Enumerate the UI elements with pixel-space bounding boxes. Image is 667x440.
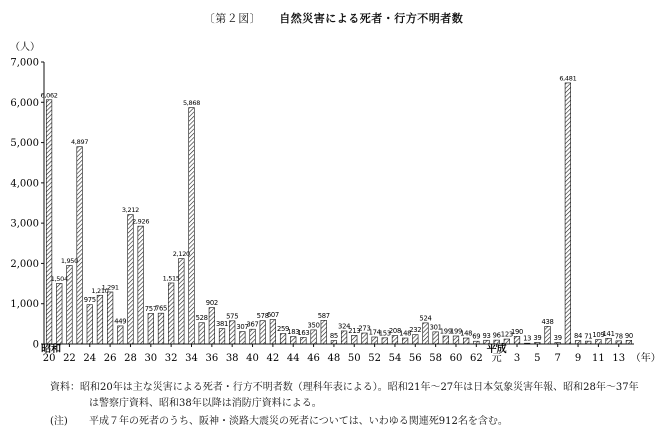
bar <box>514 336 520 344</box>
bar <box>433 332 439 344</box>
x-tick-label: 44 <box>286 353 300 364</box>
y-tick-label: 1,000 <box>10 299 39 311</box>
x-tick-label: 42 <box>266 353 280 364</box>
footnote-text: 平成７年の死者のうち、阪神・淡路大震災の死者については、いわゆる関連死912名を含む。 <box>89 416 508 427</box>
bar-value-label: 71 <box>584 332 593 341</box>
bar <box>117 326 123 344</box>
bar <box>77 147 83 344</box>
bar-value-label: 2,926 <box>132 217 150 226</box>
bar-value-label: 96 <box>492 331 501 340</box>
bar-value-label: 449 <box>114 317 127 326</box>
bar-value-label: 575 <box>226 312 239 321</box>
bar <box>351 335 357 344</box>
x-tick-label: 11 <box>592 353 605 364</box>
bar-value-label: 757 <box>144 305 157 314</box>
bar <box>606 338 612 344</box>
bar-value-label: 367 <box>246 320 259 329</box>
x-tick-label: 20 <box>42 353 56 364</box>
bar-value-label: 141 <box>602 329 615 338</box>
bar-value-label: 273 <box>358 324 371 333</box>
bar <box>179 259 185 344</box>
y-tick-label: 5,000 <box>10 138 39 150</box>
bar <box>290 337 296 344</box>
bar-value-label: 1,210 <box>91 286 109 295</box>
bar-value-label: 232 <box>409 326 422 335</box>
x-tick-label: 34 <box>185 353 198 364</box>
bar-value-label: 528 <box>195 314 208 323</box>
x-tick-label: 50 <box>347 353 361 364</box>
x-tick-label: 9 <box>574 353 582 364</box>
bar-value-label: 6,062 <box>40 91 58 100</box>
bar <box>97 295 103 344</box>
bar-value-label: 153 <box>378 329 391 338</box>
bar <box>189 108 195 344</box>
era-label-showa: 昭和 <box>41 344 62 355</box>
bar <box>199 323 205 344</box>
y-tick-label: 2,000 <box>10 258 39 270</box>
bar <box>596 340 602 344</box>
bar <box>219 329 225 344</box>
bar-value-label: 578 <box>256 312 269 321</box>
bar <box>575 341 581 344</box>
bar-value-label: 199 <box>439 327 452 336</box>
footnote-label: (注) <box>50 416 68 427</box>
bar <box>270 320 276 344</box>
bar-value-label: 109 <box>592 331 605 340</box>
x-tick-label: 60 <box>449 353 463 364</box>
bar-value-label: 90 <box>624 331 633 340</box>
bar <box>240 332 246 344</box>
bar-value-label: 4,897 <box>71 138 89 147</box>
bar-value-label: 39 <box>553 333 562 342</box>
bar <box>545 326 551 344</box>
x-tick-label: 58 <box>429 353 443 364</box>
bar <box>301 337 307 344</box>
bar <box>168 283 174 344</box>
x-tick-label: 56 <box>408 353 422 364</box>
bar-value-label: 381 <box>215 320 229 329</box>
bar <box>260 321 266 344</box>
bar-value-label: 975 <box>83 296 96 305</box>
y-tick-label: 0 <box>32 339 39 351</box>
bar-value-label: 13 <box>523 334 532 343</box>
bar <box>87 305 93 344</box>
bar-value-label: 208 <box>388 327 401 336</box>
bar-value-label: 1,515 <box>162 274 180 283</box>
bar-value-label: 148 <box>399 329 412 338</box>
bar <box>402 338 408 344</box>
bar-value-label: 1,950 <box>60 256 78 265</box>
x-tick-label: 62 <box>469 353 483 364</box>
bar <box>229 321 235 344</box>
x-tick-label: 26 <box>103 353 117 364</box>
bar-value-label: 3,212 <box>121 206 140 215</box>
x-tick-label: 元 <box>491 353 502 364</box>
bar-value-label: 183 <box>287 328 300 337</box>
bar <box>453 336 459 344</box>
era-label-heisei: 平成 <box>486 344 507 355</box>
source-line-2: は警察庁資料、昭和38年以降は消防庁資料による。 <box>89 398 322 409</box>
y-tick-label: 3,000 <box>10 218 39 230</box>
bar <box>372 337 378 344</box>
source-line-1: 資料：昭和20年は主な災害による死者・行方不明者数（理科年表による）。昭和21年～27年は日本気象災害年報、昭和28年～37年 <box>50 382 639 393</box>
bar-value-label: 587 <box>317 311 330 320</box>
bar <box>331 341 337 344</box>
bar <box>423 323 429 344</box>
x-tick-label: 46 <box>307 353 320 364</box>
x-tick-label: 24 <box>83 353 97 364</box>
bar-value-label: 765 <box>154 304 168 313</box>
x-tick-label: 30 <box>144 353 158 364</box>
bar-value-label: 301 <box>429 323 442 332</box>
y-tick-label: 4,000 <box>10 178 39 190</box>
bar <box>341 331 347 344</box>
x-tick-label: 36 <box>205 353 219 364</box>
bar <box>280 334 286 344</box>
bar-value-label: 324 <box>338 322 351 331</box>
bar-value-label: 148 <box>460 329 473 338</box>
chart-notes <box>50 380 639 430</box>
x-tick-label: 13 <box>612 353 626 364</box>
x-tick-label: 32 <box>164 353 178 364</box>
bar <box>107 292 113 344</box>
bar-value-label: 5,868 <box>182 99 201 108</box>
bar-value-label: 902 <box>205 299 218 308</box>
bar-value-label: 1,291 <box>101 283 119 292</box>
bar-value-label: 199 <box>449 327 463 336</box>
bar <box>565 83 571 344</box>
bar <box>148 314 154 344</box>
bar <box>209 308 215 344</box>
bar <box>250 329 256 344</box>
figure-number: 〔第２図〕 <box>203 12 262 25</box>
x-tick-label: 3 <box>513 353 521 364</box>
bar <box>311 330 317 344</box>
x-tick-label: 38 <box>225 353 239 364</box>
bar <box>158 313 164 344</box>
bar-value-label: 163 <box>297 328 310 337</box>
bar <box>626 340 632 344</box>
bar-value-label: 174 <box>368 328 381 337</box>
x-tick-label: 40 <box>246 353 259 364</box>
bar-value-label: 93 <box>482 331 491 340</box>
bar <box>46 100 52 344</box>
bar-value-label: 123 <box>500 330 513 339</box>
bar-value-label: 350 <box>307 321 320 330</box>
bar-value-label: 213 <box>348 326 361 335</box>
y-tick-label: 6,000 <box>10 97 39 109</box>
bar-value-label: 607 <box>266 311 279 320</box>
x-tick-label: 48 <box>327 353 341 364</box>
bar-value-label: 438 <box>541 317 554 326</box>
chart-title: 自然災害による死者・行方不明者数 <box>279 12 464 25</box>
bar <box>392 336 398 344</box>
bar-value-label: 307 <box>236 323 249 332</box>
x-tick-label: 5 <box>534 353 541 364</box>
bar <box>463 338 469 344</box>
bar-value-label: 6,481 <box>559 74 577 83</box>
bar-value-label: 2,120 <box>172 250 190 259</box>
y-unit-label: （人） <box>10 42 40 53</box>
x-tick-label: 7 <box>554 353 561 364</box>
bar-value-label: 69 <box>472 332 481 341</box>
x-unit-label: （年） <box>630 353 661 364</box>
bar-value-label: 259 <box>277 325 290 334</box>
x-tick-label: 28 <box>124 353 137 364</box>
x-tick-label: 54 <box>388 353 402 364</box>
bar-value-label: 84 <box>574 332 583 341</box>
bar-value-label: 190 <box>510 327 524 336</box>
bar <box>382 338 388 344</box>
bar <box>56 283 62 344</box>
bar-value-label: 524 <box>419 314 432 323</box>
bar-value-label: 85 <box>329 332 338 341</box>
footnote <box>50 414 639 430</box>
bar-value-label: 39 <box>533 333 542 342</box>
bar <box>128 215 134 344</box>
bar <box>412 335 418 344</box>
bar <box>321 320 327 344</box>
bar <box>138 226 144 344</box>
x-tick-label: 22 <box>63 353 76 364</box>
bar-value-label: 1,504 <box>50 274 68 283</box>
bar-value-label: 78 <box>614 332 623 341</box>
x-tick-label: 52 <box>368 353 381 364</box>
y-tick-label: 7,000 <box>10 57 39 69</box>
bar <box>443 336 449 344</box>
bar <box>362 333 368 344</box>
